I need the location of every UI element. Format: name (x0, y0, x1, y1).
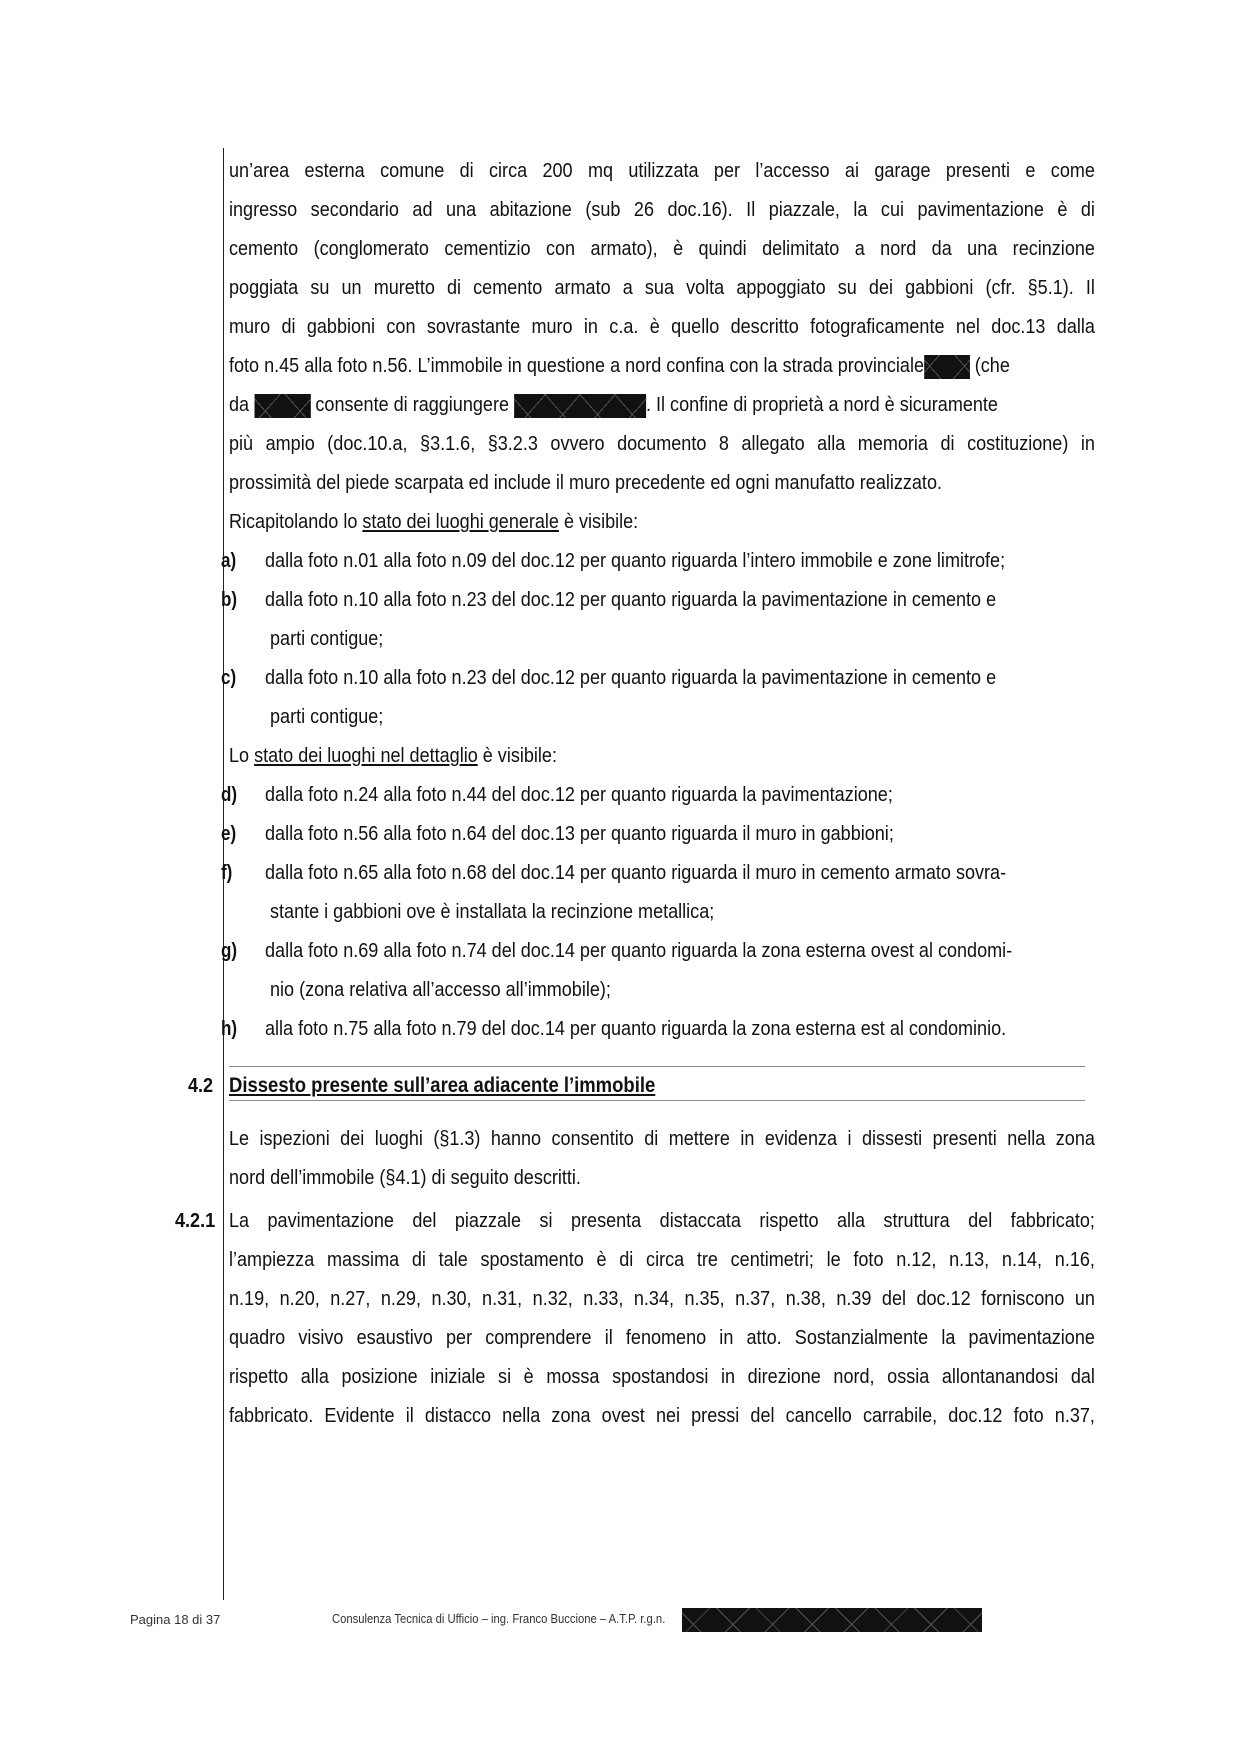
footer-page-number: Pagina 18 di 37 (130, 1612, 221, 1627)
list-item-label: c) (221, 667, 237, 689)
paragraph-line: quadro visivo esaustivo per comprendere il fenomeno in atto. Sostanzialmente la pavimentazione (229, 1326, 1095, 1349)
list-item-continuation: nio (zona relativa all’accesso all’immobile); (270, 978, 611, 1001)
list-item-label: b) (221, 589, 238, 611)
list-item-text: dalla foto n.65 alla foto n.68 del doc.14 per quanto riguarda il muro in cemento armato sovra- (265, 861, 1007, 884)
paragraph-text: . Il confine di proprietà a nord è sicuramente (645, 393, 998, 416)
detail-intro: Lo stato dei luoghi nel dettaglio è visibile: (229, 744, 557, 767)
list-item-text: dalla foto n.69 alla foto n.74 del doc.14 per quanto riguarda la zona esterna ovest al condomi- (265, 939, 1013, 962)
list-item-label: d) (221, 784, 238, 806)
redaction-box (924, 355, 970, 379)
paragraph-line: ingresso secondario ad una abitazione (sub 26 doc.16). Il piazzale, la cui pavimentazione è di (229, 198, 1095, 221)
footer-text: Consulenza Tecnica di Ufficio – ing. Franco Buccione – A.T.P. r.g.n. (332, 1612, 666, 1626)
list-item-text: dalla foto n.10 alla foto n.23 del doc.12 per quanto riguarda la pavimentazione in cemento e (265, 666, 997, 689)
list-item-label: e) (221, 823, 237, 845)
redaction-box (254, 394, 310, 418)
redaction-box (514, 394, 646, 418)
paragraph-line: n.19, n.20, n.27, n.29, n.30, n.31, n.32, n.33, n.34, n.35, n.37, n.38, n.39 del doc.12 forniscono un (229, 1287, 1095, 1310)
list-item-label: f) (221, 862, 233, 884)
list-item-continuation: parti contigue; (270, 627, 384, 650)
paragraph-line: muro di gabbioni con sovrastante muro in c.a. è quello descritto fotograficamente nel doc.13 dalla (229, 315, 1095, 338)
paragraph-text: da (229, 393, 255, 416)
section-number: 4.2 (188, 1074, 214, 1097)
section-rule-bottom (229, 1100, 1085, 1101)
list-item-text: dalla foto n.01 alla foto n.09 del doc.12 per quanto riguarda l’intero immobile e zone limitrofe; (265, 549, 1006, 572)
summary-intro: Ricapitolando lo stato dei luoghi generale è visibile: (229, 510, 639, 533)
subsection-number: 4.2.1 (175, 1209, 216, 1232)
paragraph-line: Le ispezioni dei luoghi (§1.3) hanno consentito di mettere in evidenza i dissesti presenti nella zona (229, 1127, 1095, 1150)
paragraph-text: foto n.45 alla foto n.56. L’immobile in questione a nord confina con la strada provinciale (229, 354, 924, 377)
paragraph-line: un’area esterna comune di circa 200 mq utilizzata per l’accesso ai garage presenti e come (229, 159, 1095, 182)
paragraph-text: (che (969, 354, 1010, 377)
list-item-text: dalla foto n.10 alla foto n.23 del doc.12 per quanto riguarda la pavimentazione in cemento e (265, 588, 997, 611)
underlined-term: stato dei luoghi nel dettaglio (254, 744, 478, 767)
paragraph-line-redacted (229, 392, 998, 418)
underlined-term: stato dei luoghi generale (362, 510, 559, 533)
list-item-label: a) (221, 550, 237, 572)
paragraph-line: l’ampiezza massima di tale spostamento è di circa tre centimetri; le foto n.12, n.13, n.14, n.16, (229, 1248, 1095, 1271)
list-item-continuation: stante i gabbioni ove è installata la recinzione metallica; (270, 900, 715, 923)
paragraph-line: rispetto alla posizione iniziale si è mossa spostandosi in direzione nord, ossia allontanandosi dal (229, 1365, 1095, 1388)
paragraph-line: più ampio (doc.10.a, §3.1.6, §3.2.3 ovvero documento 8 allegato alla memoria di costituzione) in (229, 432, 1095, 455)
paragraph-line-redacted (229, 353, 1010, 379)
list-item-text: dalla foto n.56 alla foto n.64 del doc.13 per quanto riguarda il muro in gabbioni; (265, 822, 894, 845)
paragraph-line: prossimità del piede scarpata ed include il muro precedente ed ogni manufatto realizzato. (229, 471, 943, 494)
paragraph-line: fabbricato. Evidente il distacco nella zona ovest nei pressi del cancello carrabile, doc.12 foto n.37, (229, 1404, 1095, 1427)
paragraph-line: La pavimentazione del piazzale si presenta distaccata rispetto alla struttura del fabbricato; (229, 1209, 1095, 1232)
paragraph-line: nord dell’immobile (§4.1) di seguito descritti. (229, 1166, 581, 1189)
paragraph-line: poggiata su un muretto di cemento armato a sua volta appoggiato su dei gabbioni (cfr. §5.1). Il (229, 276, 1095, 299)
paragraph-text: consente di raggiungere (310, 393, 514, 416)
list-item-text: alla foto n.75 alla foto n.79 del doc.14 per quanto riguarda la zona esterna est al condominio. (265, 1017, 1007, 1040)
paragraph-line: cemento (conglomerato cementizio con armato), è quindi delimitato a nord da una recinzione (229, 237, 1095, 260)
list-item-label: h) (221, 1018, 238, 1040)
list-item-text: dalla foto n.24 alla foto n.44 del doc.12 per quanto riguarda la pavimentazione; (265, 783, 893, 806)
section-title: Dissesto presente sull’area adiacente l’immobile (229, 1074, 656, 1097)
section-rule-top (229, 1066, 1085, 1067)
footer-redaction-box (682, 1608, 982, 1632)
list-item-continuation: parti contigue; (270, 705, 384, 728)
list-item-label: g) (221, 940, 238, 962)
